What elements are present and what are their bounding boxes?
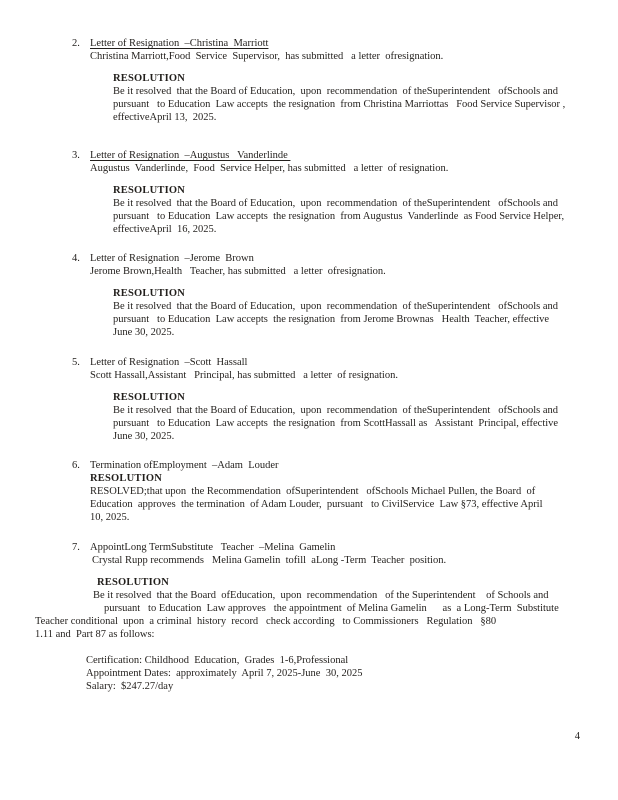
resolution-line: June 30, 2025. [113,327,175,338]
item-subtitle: Augustus Vanderlinde, Food Service Helper, has submitted a letter of resignation. [90,163,449,174]
agenda-item [0,356,618,443]
resolution-line: Be it resolved that the Board of Education, upon recommendation of theSuperintendent ofSchools and [113,405,558,416]
item-subtitle: Christina Marriott,Food Service Supervisor, has submitted a letter ofresignation. [90,51,444,62]
item-title-row [0,541,618,554]
resolution-line: pursuant to Education Law accepts the resignation from Christina Marriottas Food Service Supervisor , [113,99,566,110]
resolution-label: RESOLUTION [113,288,186,299]
resolution-line: Teacher conditional upon a criminal history record check according to Commissioners Regulation §80 [35,616,497,627]
resolution-line: pursuant to Education Law accepts the resignation from ScottHassall as Assistant Principal, effective [113,418,559,429]
resolution-label: RESOLUTION [113,392,186,403]
detail-line: Salary: $247.27/day [86,681,174,692]
resolution-label: RESOLUTION [113,185,186,196]
item-number: 3. [72,150,80,161]
page-number: 4 [574,731,580,742]
resolution-line: pursuant to Education Law accepts the resignation from Jerome Brownas Health Teacher, effective [113,314,550,325]
agenda-item [0,541,618,693]
resolution-line: 10, 2025. [90,512,130,523]
item-title-row [0,37,618,50]
agenda-item [0,459,618,524]
resolution-line: Education approves the termination of Adam Louder, pursuant to CivilService Law §73, effective April [90,499,543,510]
spacer [0,641,618,654]
item-title: Termination ofEmployment –Adam Louder [90,460,279,471]
resolution-line: Be it resolved that the Board of Education, upon recommendation of theSuperintendent ofSchools and [113,198,558,209]
item-title: Letter of Resignation –Augustus Vanderlinde [90,150,291,161]
item-number: 5. [72,357,80,368]
resolution-line: Be it resolved that the Board of Education, upon recommendation of theSuperintendent ofSchools and [113,86,558,97]
detail-line: Appointment Dates: approximately April 7, 2025-June 30, 2025 [86,668,363,679]
item-subtitle: Scott Hassall,Assistant Principal, has submitted a letter of resignation. [90,370,398,381]
resolution-line: 1.11 and Part 87 as follows: [35,629,155,640]
item-title: Letter of Resignation –Scott Hassall [90,357,248,368]
resolution-line: RESOLVED;that upon the Recommendation ofSuperintendent ofSchools Michael Pullen, the Board of [90,486,536,497]
item-number: 7. [72,542,80,553]
resolution-line: effectiveApril 13, 2025. [113,112,217,123]
resolution-line: pursuant to Education Law approves the appointment of Melina Gamelin as a Long-Term Substitute [104,603,559,614]
resolution-label: RESOLUTION [97,577,170,588]
spacer [0,382,618,391]
item-title: Letter of Resignation –Jerome Brown [90,253,254,264]
spacer [0,175,618,184]
spacer [0,63,618,72]
agenda-item [0,37,618,124]
item-title: Letter of Resignation –Christina Marriott [90,38,269,49]
detail-line: Certification: Childhood Education, Grades 1-6,Professional [86,655,349,666]
resolution-line: pursuant to Education Law accepts the resignation from Augustus Vanderlinde as Food Service Helper, [113,211,565,222]
spacer [0,278,618,287]
item-number: 6. [72,460,80,471]
item-subtitle: Crystal Rupp recommends Melina Gamelin tofill aLong -Term Teacher position. [92,555,447,566]
item-number: 2. [72,38,80,49]
spacer [0,567,618,576]
item-title-row [0,356,618,369]
resolution-line: effectiveApril 16, 2025. [113,224,217,235]
item-subtitle: Jerome Brown,Health Teacher, has submitted a letter ofresignation. [90,266,386,277]
resolution-label: RESOLUTION [90,473,163,484]
item-title-row [0,149,618,162]
resolution-line: Be it resolved that the Board ofEducation, upon recommendation of the Superintendent of Schools and [93,590,549,601]
item-title-row [0,459,618,472]
item-title-row [0,252,618,265]
agenda-item [0,149,618,236]
resolution-line: Be it resolved that the Board of Education, upon recommendation of theSuperintendent ofSchools and [113,301,558,312]
resolution-label: RESOLUTION [113,73,186,84]
agenda-item [0,252,618,339]
resolution-line: June 30, 2025. [113,431,175,442]
item-title: AppointLong TermSubstitute Teacher –Melina Gamelin [90,542,336,553]
item-number: 4. [72,253,80,264]
